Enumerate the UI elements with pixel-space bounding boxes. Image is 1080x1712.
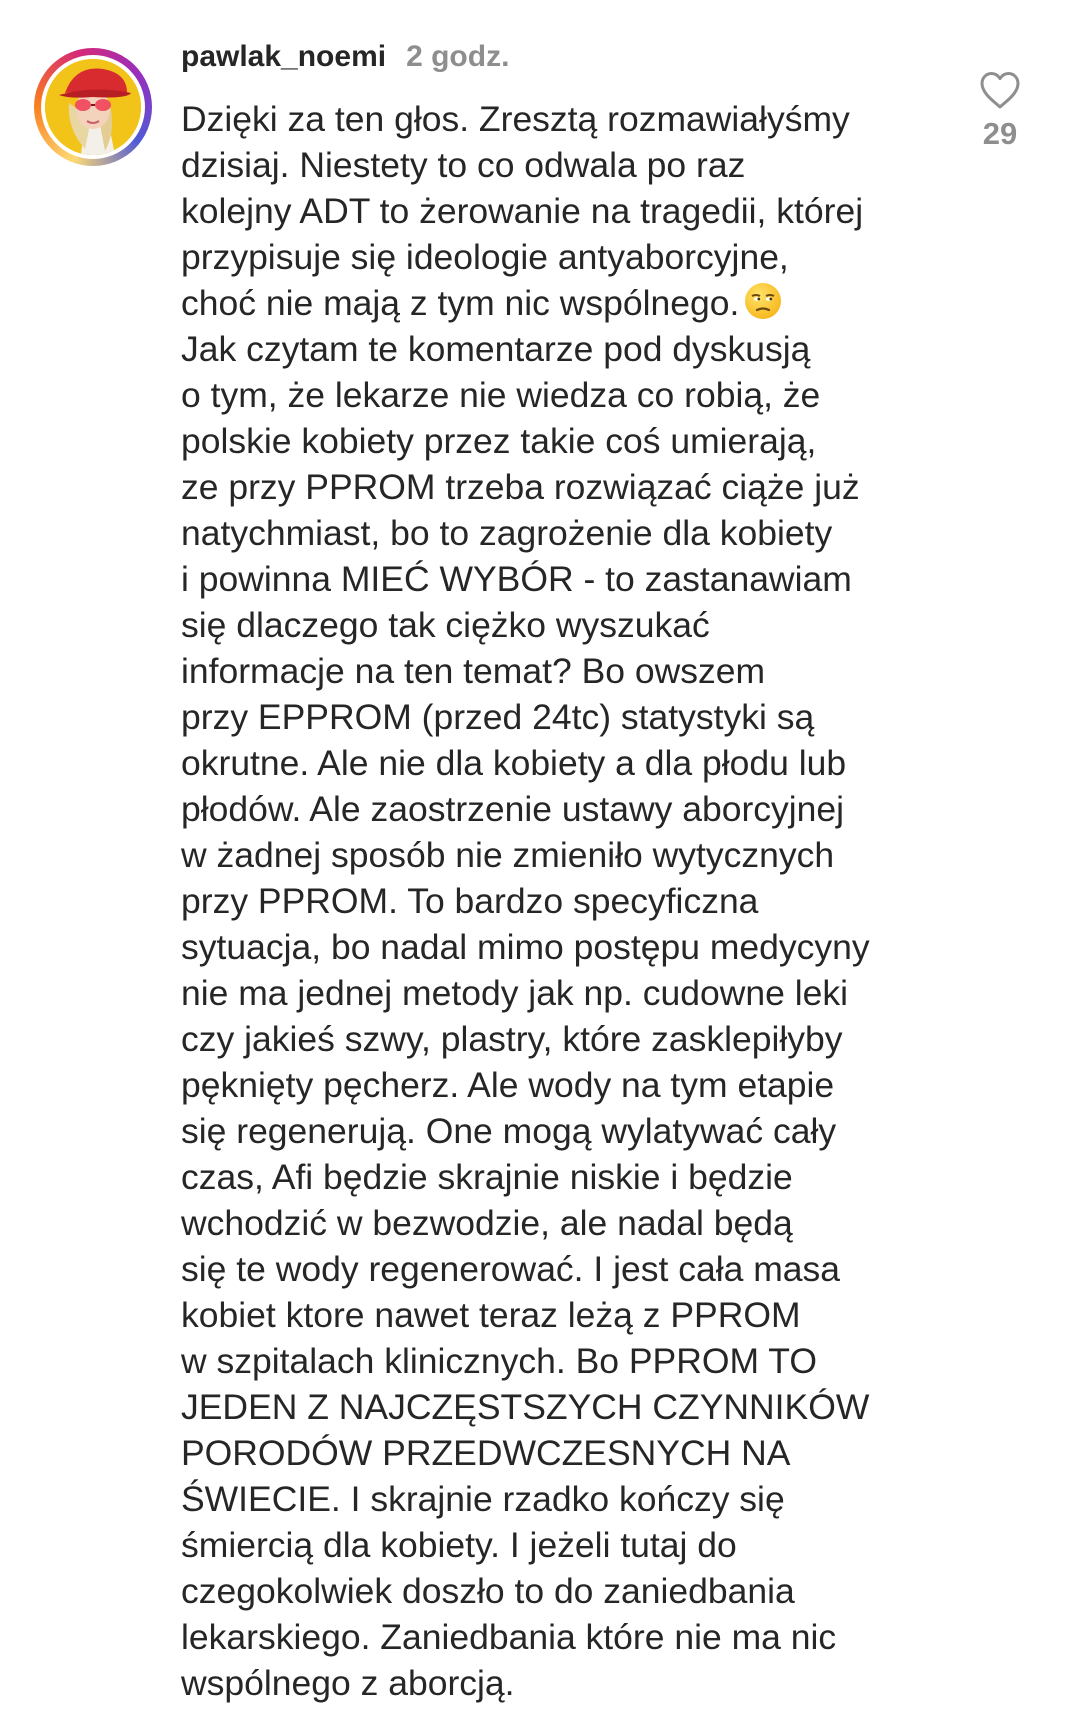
comment-text-part2: Jak czytam te komentarze pod dyskusją o tym, że lekarze nie wiedza co robią, że polskie kobiety przez takie coś umierają, ze przy PPROM trzeba rozwiązać ciąże już natychmiast, bo to zagrożenie dla kobiety i powinna MIEĆ WYBÓR - to zastanawiam się dlaczego tak ciężko wyszukać informacje na ten temat? Bo owszem przy EPPROM (przed 24tc) statystyki są okrutne. Ale nie dla kobiety a dla płodu lub płodów. Ale zaostrzenie ustawy aborcyjnej w żadnej sposób nie zmieniło wytycznych przy PPROM. To bardzo specyficzna sytuacja, bo nadal mimo postępu medycyny nie ma jednej metody jak np. cudowne leki czy jakieś szwy, plastry, które zasklepiłyby pęknięty pęcherz. Ale wody na tym etapie się regenerują. One mogą wylatywać cały czas, Afi będzie skrajnie niskie i będzie wchodzić w bezwodzie, ale nadal będą się te wody regenerować. I jest cała masa kobiet ktore nawet teraz leżą z PPROM w szpitalach klinicznych. Bo PPROM TO JEDEN Z NAJCZĘSTSZYCH CZYNNIKÓW PORODÓW PRZEDWCZESNYCH NA ŚWIECIE. I skrajnie rzadko kończy się śmiercią dla kobiety. I jeżeli tutaj do czegokolwiek doszło to do zaniedbania lekarskiego. Zaniedbania które nie ma nic wspólnego z aborcją. (181, 329, 870, 1703)
username[interactable]: pawlak_noemi (181, 40, 387, 73)
like-area (960, 70, 1040, 152)
heart-outline-icon[interactable] (978, 70, 1022, 110)
comment-text (181, 96, 951, 1706)
timestamp[interactable]: 2 godz. (406, 40, 510, 73)
comment-header (181, 40, 509, 80)
profile-photo-icon (45, 59, 141, 155)
avatar-photo (45, 59, 141, 155)
comment-text-part1: Dzięki za ten głos. Zresztą rozmawiałyśmy dzisiaj. Niestety to co odwala po raz kolejny ADT to żerowanie na tragedii, której przypisuje się ideologie antyaborcyjne, choć nie mają z tym nic wspólnego. (181, 99, 864, 323)
unamused-face-icon (743, 281, 783, 321)
avatar-story-ring[interactable] (34, 48, 152, 166)
avatar[interactable] (41, 55, 145, 159)
like-count[interactable]: 29 (982, 116, 1018, 151)
